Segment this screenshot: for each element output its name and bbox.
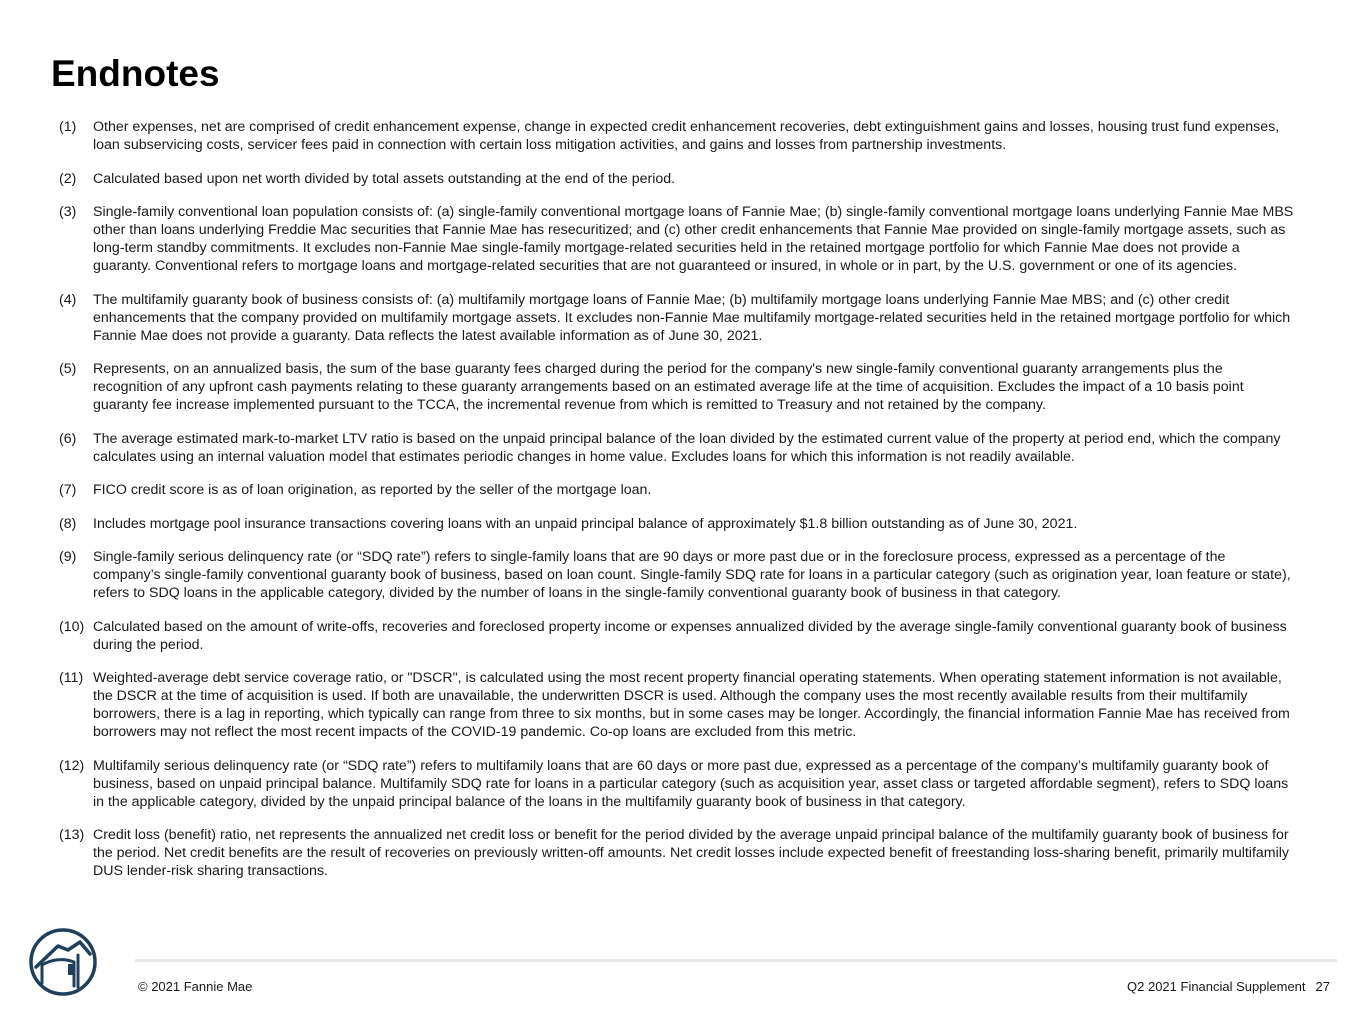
endnote-text: Multifamily serious delinquency rate (or “SDQ rate”) refers to multifamily loans that are 60 days or more past due, expressed as a percentage of the company’s multifamily guaranty book of business, based on unpaid principal balance. Multifamily SDQ rate for loans in a particular category (such as acquisition year, asset class or targeted affordable segment), refers to SDQ loans in the applicable category, divided by the unpaid principal balance of the loans in the multifamily guaranty book of business in that category. — [93, 757, 1289, 810]
endnote-number: (1) — [59, 119, 77, 135]
endnote-text: Other expenses, net are comprised of credit enhancement expense, change in expected credit enhancement recoveries, debt extinguishment gains and losses, housing trust fund expenses, loan subservicing costs, servicer fees paid in connection with certain loss mitigation activities, and gains and losses from partnership investments. — [93, 119, 1280, 153]
endnote-text: Credit loss (benefit) ratio, net represents the annualized net credit loss or benefit for the period divided by the average unpaid principal balance of the multifamily guaranty book of business for the period. Net credit benefits are the result of recoveries on previously written-off amounts. Net credit losses include expected benefit of freestanding loss-sharing benefit, primarily multifamily DUS lender-risk sharing transactions. — [93, 827, 1290, 879]
endnote-number: (6) — [59, 430, 77, 447]
endnote-number: (5) — [59, 361, 77, 377]
endnote-number: (10) — [59, 618, 85, 635]
endnote-text: FICO credit score is as of loan origination, as reported by the seller of the mortgage loan. — [93, 482, 652, 498]
endnote-item — [59, 203, 1295, 275]
footer-document-title: Q2 2021 Financial Supplement — [1127, 979, 1306, 994]
endnote-item — [59, 515, 1295, 533]
footer-divider — [135, 959, 1337, 962]
endnote-item — [59, 618, 1295, 654]
endnote-item — [59, 481, 1295, 499]
endnote-number: (2) — [59, 170, 77, 187]
endnotes-list — [59, 118, 1295, 896]
endnote-item — [59, 170, 1295, 188]
endnote-item — [59, 430, 1295, 466]
footer-copyright: © 2021 Fannie Mae — [138, 979, 253, 994]
endnote-item — [59, 118, 1295, 154]
page-title: Endnotes — [51, 53, 220, 94]
endnote-text: Represents, on an annualized basis, the sum of the base guaranty fees charged during the period for the company's new single-family conventional guaranty arrangements plus the recognition of any upfront cash payments relating to these guaranty arrangements based on an estimated average life at the time of acquisition. Excludes the impact of a 10 basis point guaranty fee increase implemented pursuant to the TCCA, the incremental revenue from which is remitted to Treasury and not retained by the company. — [93, 361, 1244, 413]
endnote-item — [59, 548, 1295, 602]
endnote-number: (3) — [59, 204, 77, 220]
endnote-item — [59, 669, 1295, 741]
endnote-number: (7) — [59, 482, 77, 498]
footer-document-info — [1127, 979, 1330, 995]
endnote-text: Calculated based on the amount of write-offs, recoveries and foreclosed property income or expenses annualized divided by the average single-family conventional guaranty book of business during the period. — [93, 618, 1287, 653]
endnote-text: Weighted-average debt service coverage ratio, or "DSCR", is calculated using the most recent property financial operating statements. When operating statement information is not available, the DSCR at the time of acquisition is used. If both are unavailable, the underwritten DSCR is used. Although the company uses the most recently available results from their multifamily borrowers, there is a lag in reporting, which typically can range from three to six months, but in some cases may be longer. Accordingly, the financial information Fannie Mae has received from borrowers may not reflect the most recent impacts of the COVID-19 pandemic. Co-op loans are excluded from this metric. — [93, 670, 1290, 740]
footer-page-number: 27 — [1315, 979, 1330, 994]
endnote-item — [59, 291, 1295, 345]
endnote-number: (11) — [59, 670, 84, 686]
endnote-number: (12) — [59, 757, 85, 774]
endnote-item — [59, 360, 1295, 414]
endnote-number: (13) — [59, 827, 85, 843]
endnote-text: Calculated based upon net worth divided by total assets outstanding at the end of the period. — [93, 170, 676, 187]
endnote-text: The multifamily guaranty book of business consists of: (a) multifamily mortgage loans of Fannie Mae; (b) multifamily mortgage loans underlying Fannie Mae MBS; and (c) other credit enhancements that the company provided on multifamily mortgage assets. It excludes non-Fannie Mae multifamily mortgage-related securities held in the retained mortgage portfolio for which Fannie Mae does not provide a guaranty. Data reflects the latest available information as of June 30, 2021. — [93, 291, 1291, 344]
endnote-text: Includes mortgage pool insurance transactions covering loans with an unpaid principal balance of approximately $1.8 billion outstanding as of June 30, 2021. — [93, 515, 1078, 532]
endnote-item — [59, 826, 1295, 880]
endnote-number: (8) — [59, 515, 77, 532]
fannie-mae-house-logo-icon — [28, 927, 98, 997]
endnote-number: (4) — [59, 291, 77, 308]
endnote-text: Single-family conventional loan population consists of: (a) single-family conventional mortgage loans of Fannie Mae; (b) single-family conventional mortgage loans underlying Fannie Mae MBS other than loans underlying Freddie Mac securities that Fannie Mae has resecuritized; and (c) other credit enhancements that Fannie Mae provided on single-family mortgage assets, such as long-term standby commitments. It excludes non-Fannie Mae single-family mortgage-related securities held in the retained mortgage portfolio for which Fannie Mae does not provide a guaranty. Conventional refers to mortgage loans and mortgage-related securities that are not guaranteed or insured, in whole or in part, by the U.S. government or one of its agencies. — [93, 204, 1294, 274]
endnote-item — [59, 757, 1295, 811]
endnote-number: (9) — [59, 549, 77, 565]
endnote-text: Single-family serious delinquency rate (or “SDQ rate”) refers to single-family loans that are 90 days or more past due or in the foreclosure process, expressed as a percentage of the company’s single-family conventional guaranty book of business, based on loan count. Single-family SDQ rate for loans in a particular category (such as origination year, loan feature or state), refers to SDQ loans in the applicable category, divided by the number of loans in the single-family conventional guaranty book of business in that category. — [93, 549, 1291, 601]
endnote-text: The average estimated mark-to-market LTV ratio is based on the unpaid principal balance of the loan divided by the estimated current value of the property at period end, which the company calculates using an internal valuation model that estimates periodic changes in home value. Excludes loans for which this information is not readily available. — [93, 430, 1281, 465]
